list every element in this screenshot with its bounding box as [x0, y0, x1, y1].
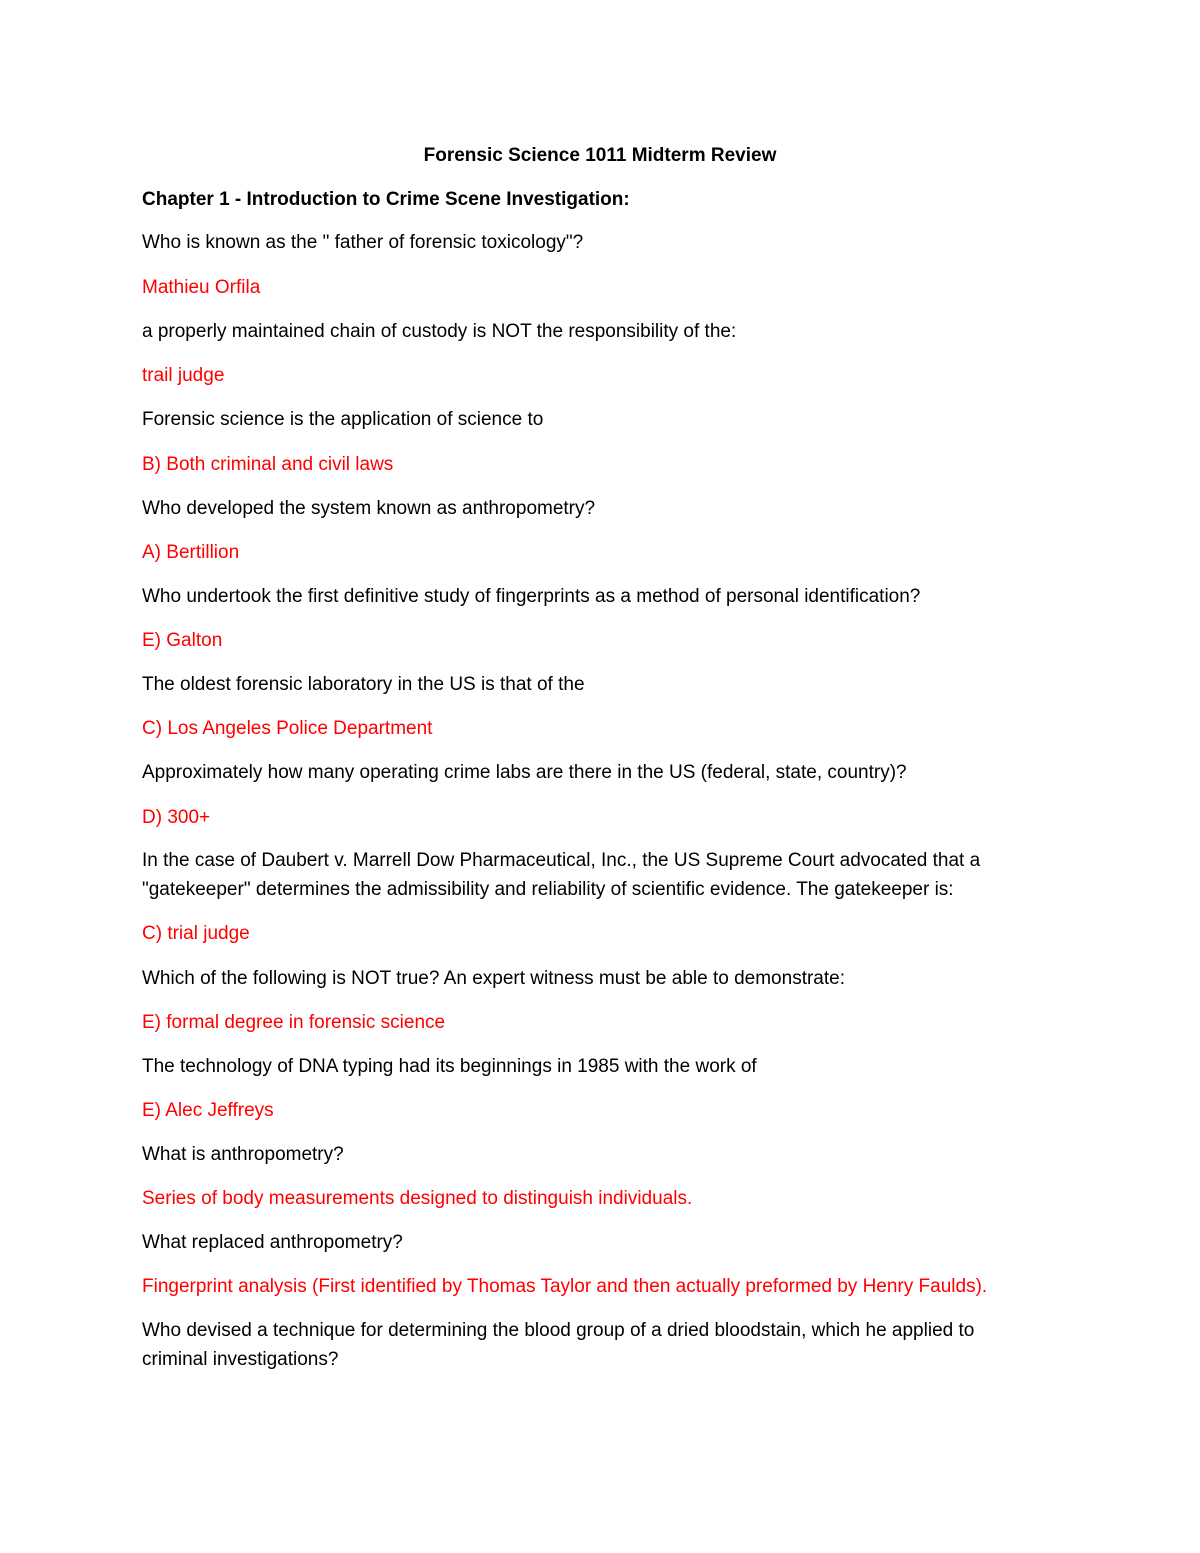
question-text: a properly maintained chain of custody is NOT the responsibility of the:: [142, 321, 737, 342]
question-text: Who developed the system known as anthropometry?: [142, 498, 596, 519]
question-text: The oldest forensic laboratory in the US is that of the: [142, 674, 585, 695]
question-text: The technology of DNA typing had its beginnings in 1985 with the work of: [142, 1056, 757, 1077]
answer-text: C) Los Angeles Police Department: [142, 718, 433, 739]
answer-text: Series of body measurements designed to distinguish individuals.: [142, 1188, 693, 1209]
answer-text: trail judge: [142, 365, 225, 386]
question-text: What is anthropometry?: [142, 1144, 344, 1165]
question-text: Forensic science is the application of science to: [142, 409, 544, 430]
answer-text: B) Both criminal and civil laws: [142, 454, 394, 475]
answer-text: C) trial judge: [142, 923, 250, 944]
document-title: Forensic Science 1011 Midterm Review: [423, 145, 777, 166]
question-text: Which of the following is NOT true? An expert witness must be able to demonstrate:: [142, 968, 845, 989]
question-text: Who devised a technique for determining the blood group of a dried bloodstain, which he applied to criminal investigations?: [142, 1320, 975, 1370]
answer-text: E) Galton: [142, 630, 223, 651]
question-text: What replaced anthropometry?: [142, 1232, 403, 1253]
question-text: In the case of Daubert v. Marrell Dow Pharmaceutical, Inc., the US Supreme Court advocated that a "gatekeeper" determines the admissibility and reliability of scientific evidence. The gatekeeper is:: [142, 850, 981, 900]
answer-text: D) 300+: [142, 807, 211, 828]
answer-text: E) formal degree in forensic science: [142, 1012, 446, 1033]
question-text: Approximately how many operating crime labs are there in the US (federal, state, country)?: [142, 762, 907, 783]
question-text: Who is known as the " father of forensic toxicology"?: [142, 232, 584, 253]
chapter-heading: Chapter 1 - Introduction to Crime Scene Investigation:: [142, 189, 630, 210]
question-text: Who undertook the first definitive study of fingerprints as a method of personal identification?: [142, 586, 921, 607]
answer-text: Mathieu Orfila: [142, 277, 261, 298]
answer-text: Fingerprint analysis (First identified by Thomas Taylor and then actually preformed by Henry Faulds).: [142, 1276, 988, 1297]
answer-text: A) Bertillion: [142, 542, 240, 563]
answer-text: E) Alec Jeffreys: [142, 1100, 274, 1121]
